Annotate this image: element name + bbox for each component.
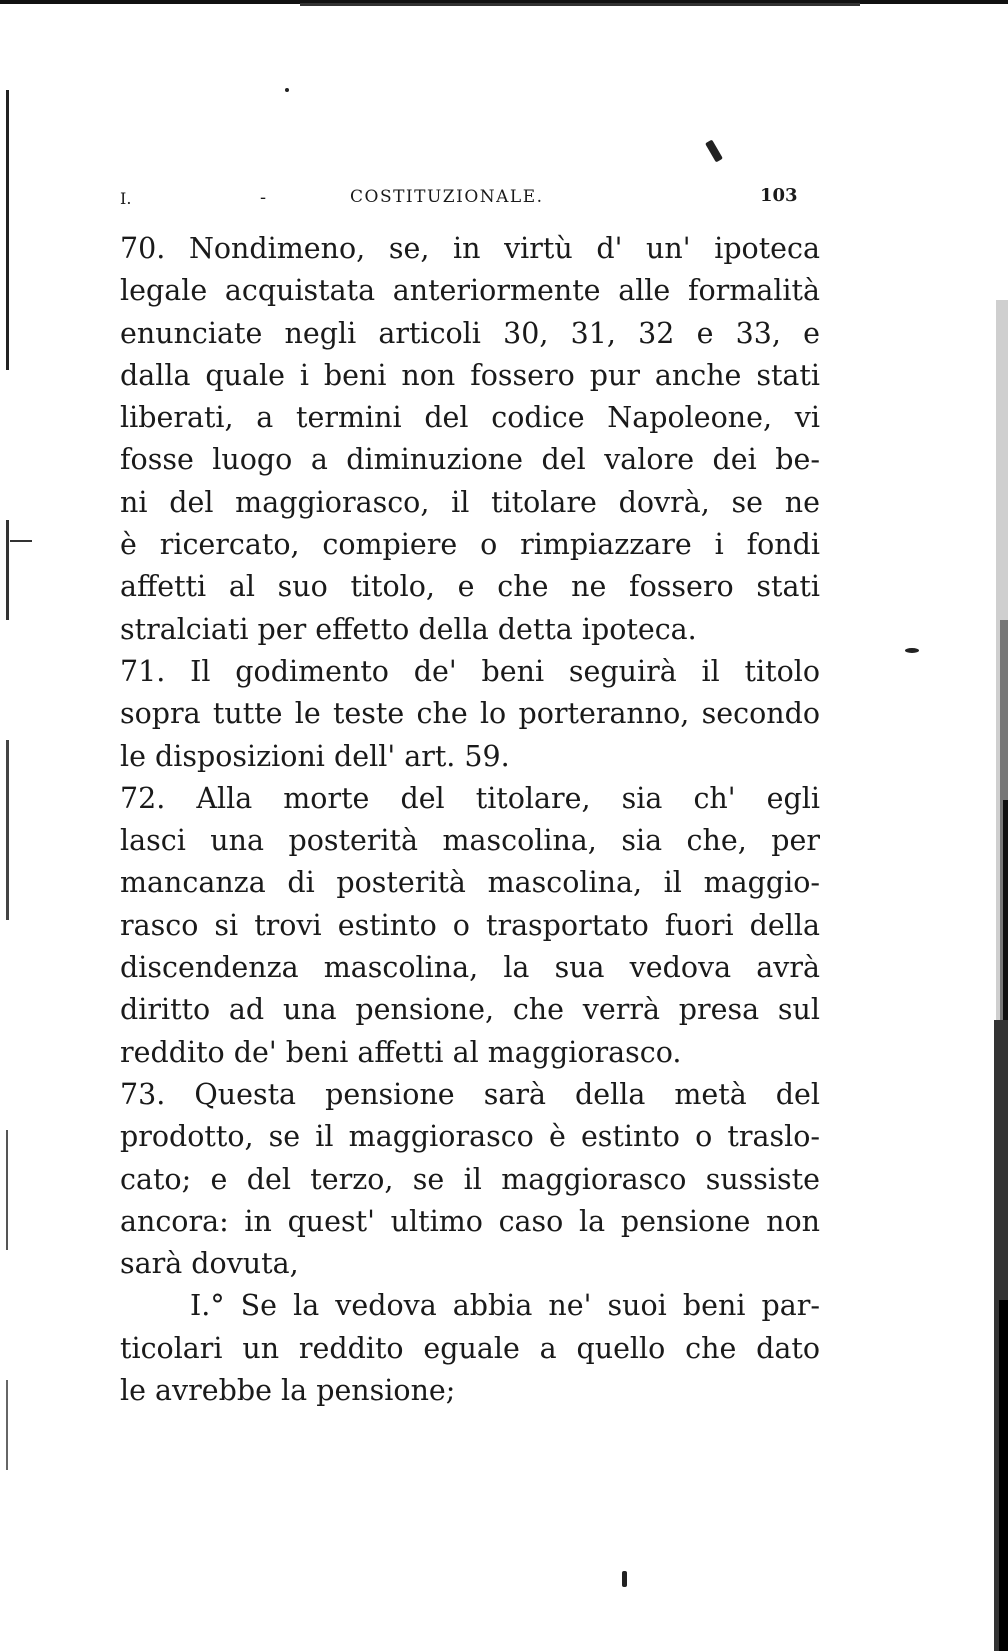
paragraph-article-72 bbox=[120, 778, 820, 1074]
text-line: 71. Il godimento de' beni seguirà il titolo bbox=[120, 654, 820, 688]
text-line: 70. Nondimeno, se, in virtù d' un' ipoteca bbox=[120, 232, 820, 265]
text-line: cato; e del terzo, se il maggiorasco sussiste bbox=[120, 1162, 820, 1196]
text-line: discendenza mascolina, la sua vedova avrà bbox=[120, 951, 820, 985]
scan-left-margin-marks bbox=[0, 80, 40, 1620]
text-line: mancanza di posterità mascolina, il maggio- bbox=[120, 866, 820, 900]
text-line: prodotto, se il maggiorasco è estinto o traslo- bbox=[120, 1120, 820, 1154]
text-line: ticolari un reddito eguale a quello che dato bbox=[120, 1331, 820, 1365]
paragraph-clause-1 bbox=[120, 1285, 820, 1412]
text-line: le avrebbe la pensione; bbox=[120, 1374, 456, 1408]
header-left-mark: I. bbox=[120, 189, 132, 208]
text-line: 72. Alla morte del titolare, sia ch' egli bbox=[120, 781, 820, 815]
text-line: liberati, a termini del codice Napoleone, vi bbox=[120, 401, 820, 435]
text-line: ni del maggiorasco, il titolare dovrà, se ne bbox=[120, 485, 820, 519]
ink-speck bbox=[622, 1571, 627, 1587]
paragraph-article-73 bbox=[120, 1074, 820, 1285]
ink-speck bbox=[285, 88, 289, 92]
text-line: è ricercato, compiere o rimpiazzare i fondi bbox=[120, 528, 820, 562]
text-line: stralciati per effetto della detta ipoteca. bbox=[120, 612, 697, 646]
paragraph-article-71 bbox=[120, 651, 820, 778]
text-line: 73. Questa pensione sarà della metà del bbox=[120, 1077, 820, 1111]
text-line: legale acquistata anteriormente alle formalità bbox=[120, 274, 820, 308]
scan-right-edge bbox=[968, 0, 1008, 1651]
text-line: enunciate negli articoli 30, 31, 32 e 33, e bbox=[120, 316, 820, 350]
body-text bbox=[120, 228, 820, 1412]
text-line: le disposizioni dell' art. 59. bbox=[120, 739, 510, 773]
paragraph-article-70 bbox=[120, 228, 820, 651]
text-line: ancora: in quest' ultimo caso la pensione non bbox=[120, 1204, 820, 1238]
page-header bbox=[120, 181, 820, 217]
text-line: fosse luogo a diminuzione del valore dei be- bbox=[120, 443, 820, 477]
text-line: reddito de' beni affetti al maggiorasco. bbox=[120, 1035, 682, 1069]
text-line: sopra tutte le teste che lo porteranno, secondo bbox=[120, 697, 820, 731]
text-line: dalla quale i beni non fossero pur anche stati bbox=[120, 358, 820, 392]
running-head: COSTITUZIONALE. bbox=[350, 187, 544, 207]
text-line: lasci una posterità mascolina, sia che, per bbox=[120, 824, 820, 858]
text-line: affetti al suo titolo, e che ne fossero stati bbox=[120, 570, 820, 604]
ink-speck bbox=[705, 139, 723, 162]
header-dash: - bbox=[260, 187, 267, 208]
scan-top-edge bbox=[0, 0, 1008, 10]
ink-speck bbox=[905, 648, 919, 653]
text-line: diritto ad una pensione, che verrà presa sul bbox=[120, 993, 820, 1027]
page-number: 103 bbox=[760, 185, 798, 206]
text-line: rasco si trovi estinto o trasportato fuori della bbox=[120, 908, 820, 942]
text-line: I.° Se la vedova abbia ne' suoi beni par- bbox=[190, 1289, 820, 1323]
text-line: sarà dovuta, bbox=[120, 1247, 299, 1281]
